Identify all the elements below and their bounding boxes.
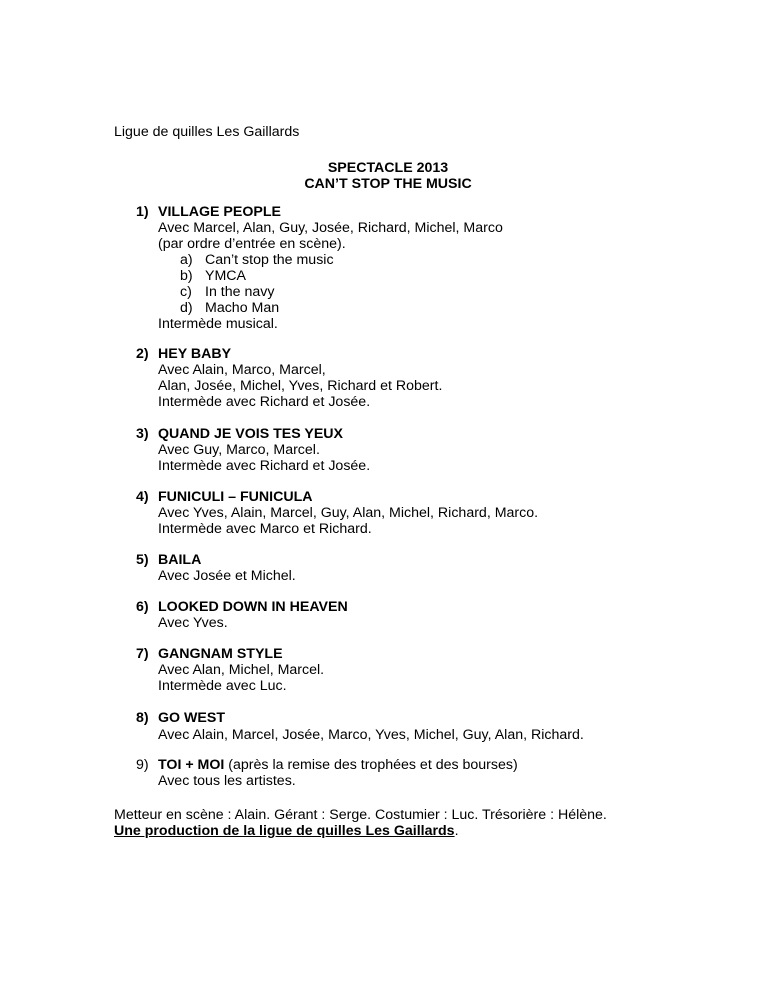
sub-item-text: In the navy — [205, 284, 275, 300]
item-line: Avec Josée et Michel. — [158, 568, 296, 584]
song-title: GANGNAM STYLE — [158, 646, 283, 662]
item-line: (par ordre d’entrée en scène). — [158, 236, 346, 252]
item-number: 5) — [136, 552, 149, 568]
credits-line: Metteur en scène : Alain. Gérant : Serge. Costumier : Luc. Trésorière : Hélène. — [114, 807, 607, 823]
item-line: Avec tous les artistes. — [158, 773, 296, 789]
production-line — [114, 823, 459, 839]
song-title: BAILA — [158, 552, 202, 568]
item-line: Avec Yves. — [158, 615, 228, 631]
item-number: 2) — [136, 346, 149, 362]
item-line: Avec Marcel, Alan, Guy, Josée, Richard, Michel, Marco — [158, 220, 503, 236]
item-line: Avec Yves, Alain, Marcel, Guy, Alan, Michel, Richard, Marco. — [158, 505, 539, 521]
item-number: 4) — [136, 489, 149, 505]
item-number: 1) — [136, 204, 149, 220]
sub-item-letter: a) — [180, 252, 193, 268]
sub-item-letter: b) — [180, 268, 193, 284]
sub-item-letter: d) — [180, 300, 193, 316]
song-title: TOI + MOI — [158, 757, 225, 773]
item-number: 6) — [136, 599, 149, 615]
item-line: Avec Alain, Marcel, Josée, Marco, Yves, Michel, Guy, Alan, Richard. — [158, 727, 584, 743]
song-title: QUAND JE VOIS TES YEUX — [158, 426, 344, 442]
song-note: (après la remise des trophées et des bourses) — [224, 757, 518, 773]
show-title: SPECTACLE 2013 — [327, 160, 449, 176]
item-line: Avec Guy, Marco, Marcel. — [158, 442, 320, 458]
production-period: . — [454, 823, 459, 839]
item-line: Intermède musical. — [158, 316, 278, 332]
item-number: 9) — [136, 757, 149, 773]
item-line: Avec Alan, Michel, Marcel. — [158, 662, 325, 678]
sub-item-text: YMCA — [205, 268, 246, 284]
song-title: FUNICULI – FUNICULA — [158, 489, 313, 505]
song-title-line — [158, 757, 518, 773]
sub-item-text: Macho Man — [205, 300, 280, 316]
song-title: LOOKED DOWN IN HEAVEN — [158, 599, 348, 615]
song-title: HEY BABY — [158, 346, 232, 362]
item-number: 3) — [136, 426, 149, 442]
item-line: Alan, Josée, Michel, Yves, Richard et Robert. — [158, 378, 443, 394]
song-title: VILLAGE PEOPLE — [158, 204, 281, 220]
item-line: Avec Alain, Marco, Marcel, — [158, 362, 326, 378]
item-line: Intermède avec Richard et Josée. — [158, 458, 371, 474]
league-name: Ligue de quilles Les Gaillards — [114, 124, 300, 140]
show-subtitle: CAN’T STOP THE MUSIC — [304, 176, 472, 192]
item-number: 8) — [136, 710, 149, 726]
item-number: 7) — [136, 646, 149, 662]
sub-item-letter: c) — [180, 284, 192, 300]
item-line: Intermède avec Richard et Josée. — [158, 394, 371, 410]
item-line: Intermède avec Luc. — [158, 678, 287, 694]
item-line: Intermède avec Marco et Richard. — [158, 521, 372, 537]
sub-item-text: Can’t stop the music — [205, 252, 334, 268]
song-title: GO WEST — [158, 710, 225, 726]
production-credit: Une production de la ligue de quilles Les Gaillards — [114, 823, 455, 839]
